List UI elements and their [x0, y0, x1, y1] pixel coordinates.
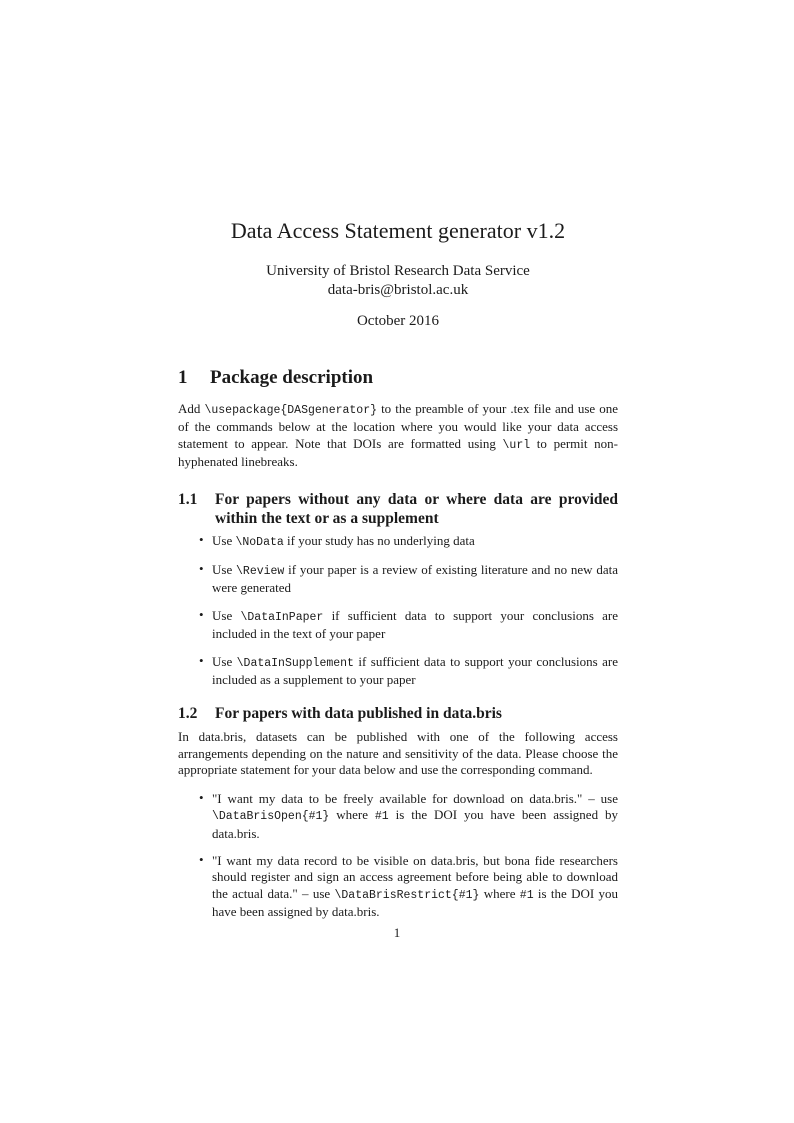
latex-command-text: #1 [374, 810, 389, 824]
body-text: Use [212, 653, 237, 669]
body-text: "I want my data to be freely available for download on data.bris." – use [212, 790, 618, 806]
body-text: Use [212, 532, 236, 548]
latex-command-text: \DataInSupplement [236, 656, 354, 670]
body-text: is the DOI you have been assigned by data.bris. [212, 885, 618, 920]
body-text: is the DOI you have been assigned by data.bris. [212, 807, 618, 841]
sections-container [178, 368, 618, 921]
bullet-icon: • [199, 652, 204, 668]
section-title: For papers without any data or where data are provided within the text or as a supplement [215, 490, 618, 527]
section-title: Package description [210, 367, 374, 388]
bullet-item [178, 791, 618, 842]
paragraph [178, 729, 618, 778]
section-heading [178, 704, 618, 723]
latex-command-text: \DataInPaper [240, 610, 324, 624]
bullet-item [178, 562, 618, 597]
bullet-icon: • [199, 789, 204, 805]
body-text: In data.bris, datasets can be published with one of the following access arrangements depending on the nature and sensitivity of the data. Please choose the appropriate statement for your data below and use the corresponding command. [178, 729, 618, 778]
body-text: if sufficient data to support your conclusions are included in the text of your paper [212, 607, 618, 642]
body-text: Use [212, 607, 241, 623]
bullet-item [178, 608, 618, 643]
document-title: Data Access Statement generator v1.2 [230, 218, 566, 243]
page-number: 1 [393, 925, 401, 940]
body-text: to the preamble of your .tex file and use one of the commands below at the location where you would like your data access statement to appear. Note that DOIs are formatted using [178, 401, 619, 451]
author-name: University of Bristol Research Data Service [266, 263, 530, 279]
latex-command-text: #1 [519, 888, 534, 902]
bullet-icon: • [199, 851, 204, 867]
body-text: if sufficient data to support your conclusions are included as a supplement to your paper [212, 653, 618, 688]
bullet-text [212, 791, 618, 841]
section-heading [178, 490, 618, 528]
page-footer [0, 925, 794, 941]
section-title: For papers with data published in data.bris [215, 705, 502, 723]
body-text: Add [178, 401, 205, 416]
bullet-item [178, 533, 618, 551]
paragraph [178, 401, 618, 471]
author-email: data-bris@bristol.ac.uk [327, 282, 469, 298]
bullet-list [178, 533, 618, 689]
section-number: 1.2 [178, 705, 198, 723]
bullet-text [212, 853, 618, 919]
body-text: to permit non-hyphenated linebreaks. [178, 435, 618, 470]
latex-command-text: \usepackage{DASgenerator} [204, 404, 377, 417]
latex-command-text: \DataBrisRestrict{#1} [334, 888, 480, 902]
bullet-item [178, 853, 618, 921]
bullet-item [178, 654, 618, 689]
body-text: Use [212, 562, 237, 578]
section-number: 1.1 [178, 490, 198, 508]
section-1 [178, 368, 618, 471]
bullet-list [178, 791, 618, 921]
author-block [178, 262, 618, 300]
bullet-icon: • [199, 606, 204, 622]
section-number: 1 [178, 367, 188, 388]
latex-command-text: \NoData [235, 535, 284, 549]
body-text: "I want my data record to be visible on data.bris, but bona fide researchers should register and sign an access agreement before being able to download the actual data." – use [212, 852, 618, 901]
bullet-icon: • [199, 531, 204, 547]
bullet-text [212, 608, 618, 641]
section-1.2 [178, 704, 618, 920]
body-text: if your paper is a review of existing literature and no new data were generated [212, 562, 618, 596]
latex-command-text: \Review [236, 565, 285, 579]
bullet-text [212, 533, 475, 548]
latex-command-text: \DataBrisOpen{#1} [212, 810, 330, 824]
body-text: if your study has no underlying data [283, 532, 475, 548]
section-heading [178, 368, 618, 387]
section-1.1 [178, 490, 618, 689]
body-text: where [479, 885, 520, 901]
bullet-text [212, 654, 618, 687]
latex-command-text: \url [502, 438, 531, 452]
document-date: October 2016 [356, 313, 440, 329]
page-content [178, 0, 618, 921]
bullet-icon: • [199, 561, 204, 577]
bullet-text [212, 562, 618, 595]
body-text: where [329, 807, 375, 823]
